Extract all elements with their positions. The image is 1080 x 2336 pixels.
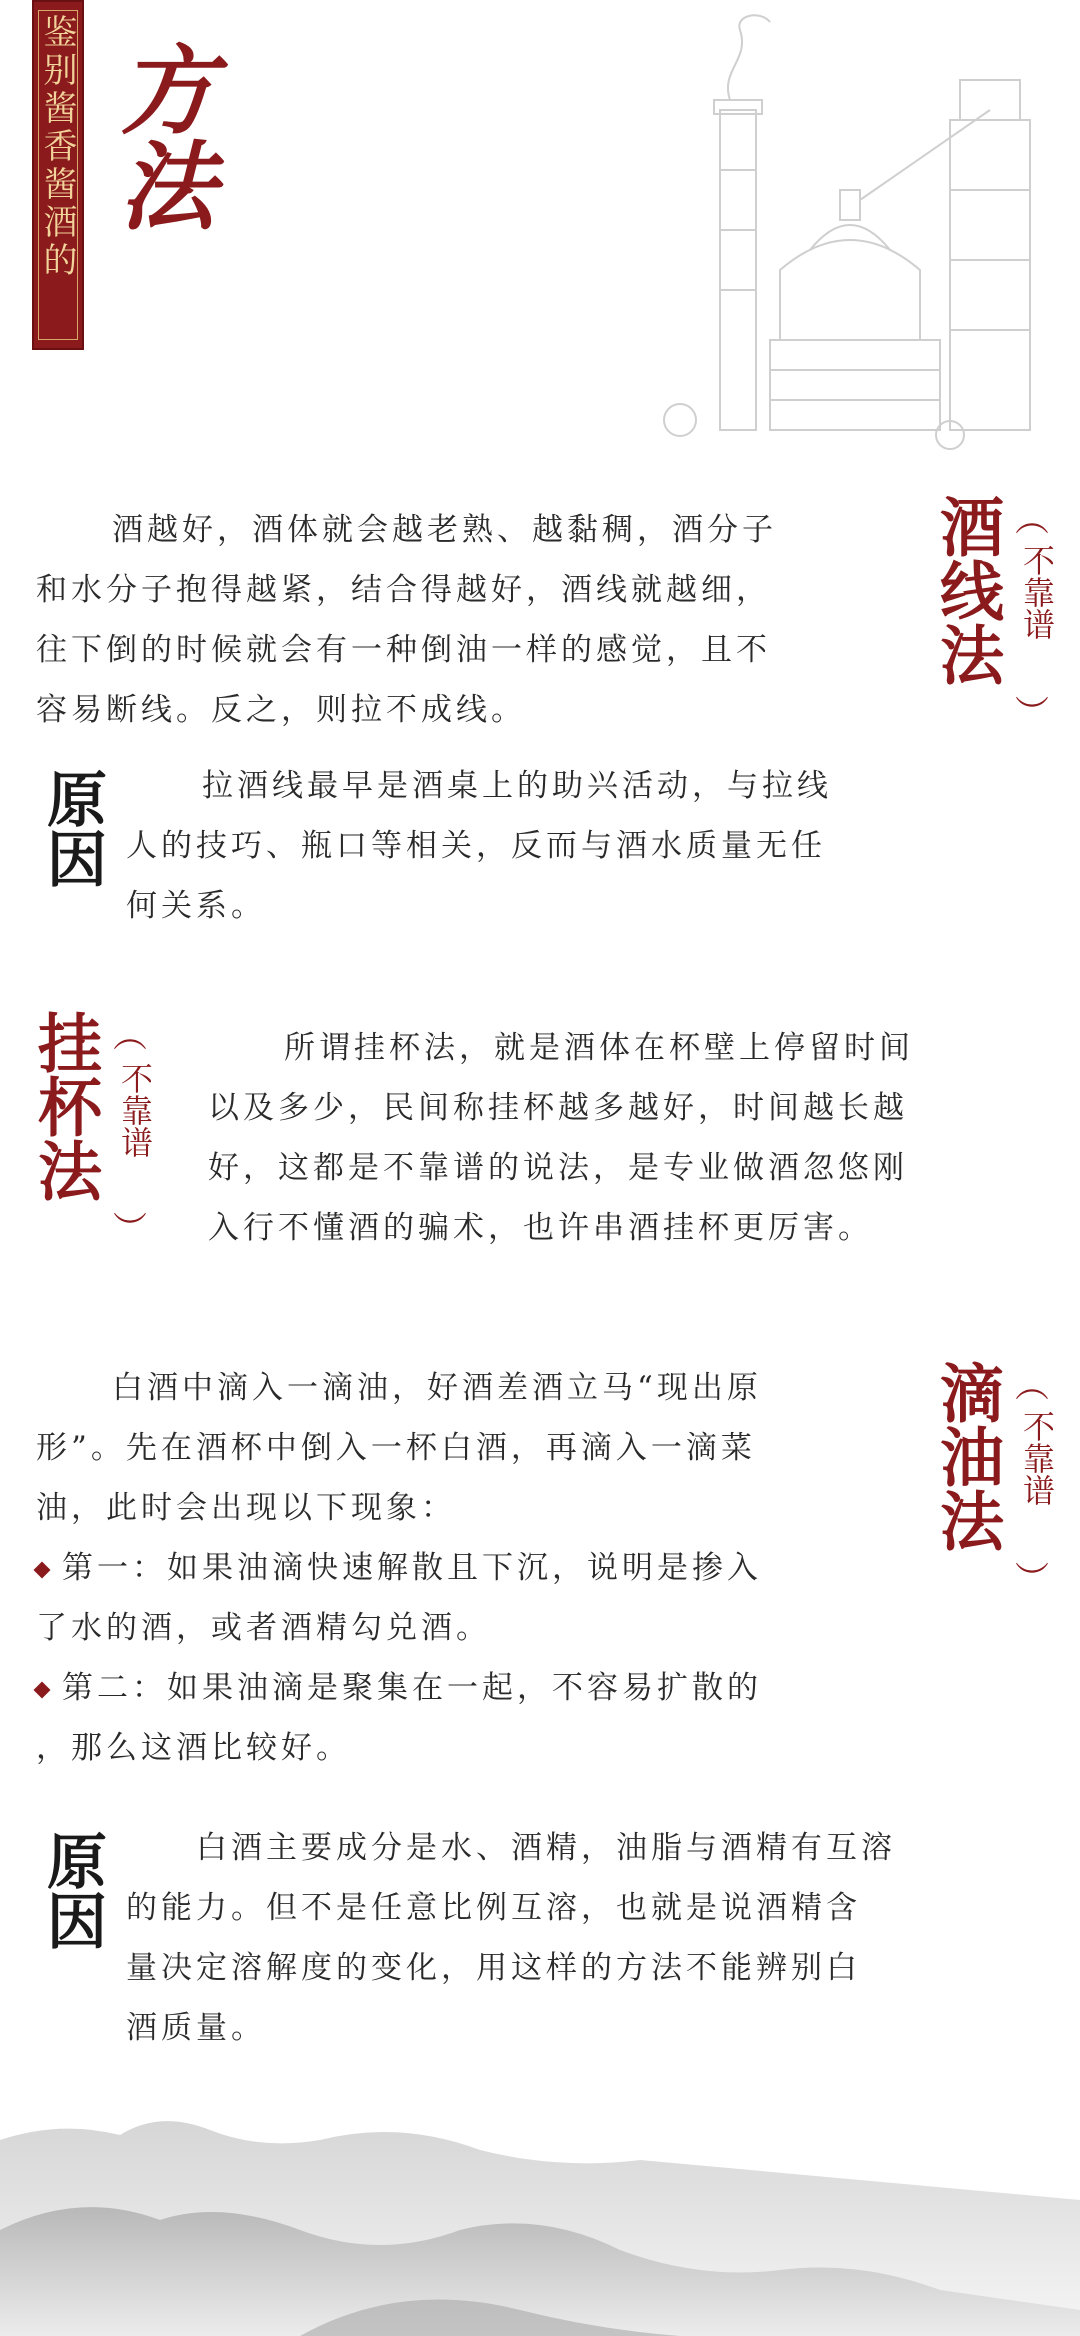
diamond-bullet-icon — [34, 1561, 51, 1578]
reason-line: 酒质量。 — [126, 2010, 266, 2046]
bullet-line: ，那么这酒比较好。 — [36, 1730, 351, 1766]
jiuxian-paragraph — [36, 500, 876, 740]
paragraph-line: 入行不懂酒的骗术，也许串酒挂杯更厉害。 — [208, 1210, 873, 1246]
banner-text: 鉴别酱香酱酒的 — [37, 14, 77, 280]
method-title-diyou: 滴油法 — [929, 1360, 1004, 1552]
reason-line: 量决定溶解度的变化，用这样的方法不能辨别白 — [126, 1950, 861, 1986]
paren-close: ︶ — [1015, 1560, 1049, 1600]
method-title-guabei: 挂杯法 — [27, 1010, 102, 1202]
title-banner — [32, 0, 84, 350]
paren-close: ︶ — [113, 1210, 147, 1250]
reason-title: 原因 — [37, 1830, 107, 1950]
reason-line: 拉酒线最早是酒桌上的助兴活动，与拉线 — [202, 768, 832, 804]
paragraph-line: 往下倒的时候就会有一种倒油一样的感觉，且不 — [36, 632, 771, 668]
paragraph-line: 所谓挂杯法，就是酒体在杯壁上停留时间 — [284, 1030, 914, 1066]
bullet-line — [36, 1538, 876, 1598]
bullet-text: 第一：如果油滴快速解散且下沉，说明是掺入 — [62, 1550, 762, 1586]
diyou-reason-paragraph — [126, 1818, 1006, 2058]
bullet-text: 第二：如果油滴是聚集在一起，不容易扩散的 — [62, 1670, 762, 1706]
reason-line: 人的技巧、瓶口等相关，反而与酒水质量无任 — [126, 828, 826, 864]
paren-open: ︵ — [1015, 1366, 1049, 1406]
reason-line: 白酒主要成分是水、酒精，油脂与酒精有互溶 — [196, 1830, 896, 1866]
reason-line: 何关系。 — [126, 888, 266, 924]
bullet-line: 了水的酒，或者酒精勾兑酒。 — [36, 1610, 491, 1646]
bullet-line — [36, 1658, 876, 1718]
paragraph-line: 和水分子抱得越紧，结合得越好，酒线就越细， — [36, 572, 771, 608]
paragraph-line: 酒越好，酒体就会越老熟、越黏稠，酒分子 — [112, 512, 777, 548]
paragraph-line: 形”。先在酒杯中倒入一杯白酒，再滴入一滴菜 — [36, 1430, 756, 1466]
paren-close: ︶ — [1015, 694, 1049, 734]
paragraph-line: 油，此时会出现以下现象： — [36, 1490, 456, 1526]
method-tag-guabei: 不靠谱 — [116, 1062, 154, 1158]
ink-mountains-illustration — [0, 2080, 1080, 2336]
paragraph-line: 容易断线。反之，则拉不成线。 — [36, 692, 526, 728]
method-tag-jiuxian: 不靠谱 — [1018, 544, 1056, 640]
reason-line: 的能力。但不是任意比例互溶，也就是说酒精含 — [126, 1890, 861, 1926]
paragraph-line: 好，这都是不靠谱的说法，是专业做酒忽悠刚 — [208, 1150, 908, 1186]
method-title-jiuxian: 酒线法 — [929, 494, 1004, 686]
reason-title: 原因 — [37, 768, 107, 888]
guabei-paragraph — [208, 1018, 1008, 1258]
page-title: 方法 — [104, 40, 217, 232]
paragraph-line: 以及多少，民间称挂杯越多越好，时间越长越 — [208, 1090, 908, 1126]
paren-open: ︵ — [113, 1016, 147, 1056]
method-tag-diyou: 不靠谱 — [1018, 1410, 1056, 1506]
diamond-bullet-icon — [34, 1681, 51, 1698]
paragraph-line: 白酒中滴入一滴油，好酒差酒立马“现出原 — [112, 1370, 762, 1406]
jiuxian-reason-paragraph — [126, 756, 926, 936]
distillery-illustration — [660, 10, 1060, 450]
paren-open: ︵ — [1015, 500, 1049, 540]
diyou-paragraph — [36, 1358, 876, 1778]
